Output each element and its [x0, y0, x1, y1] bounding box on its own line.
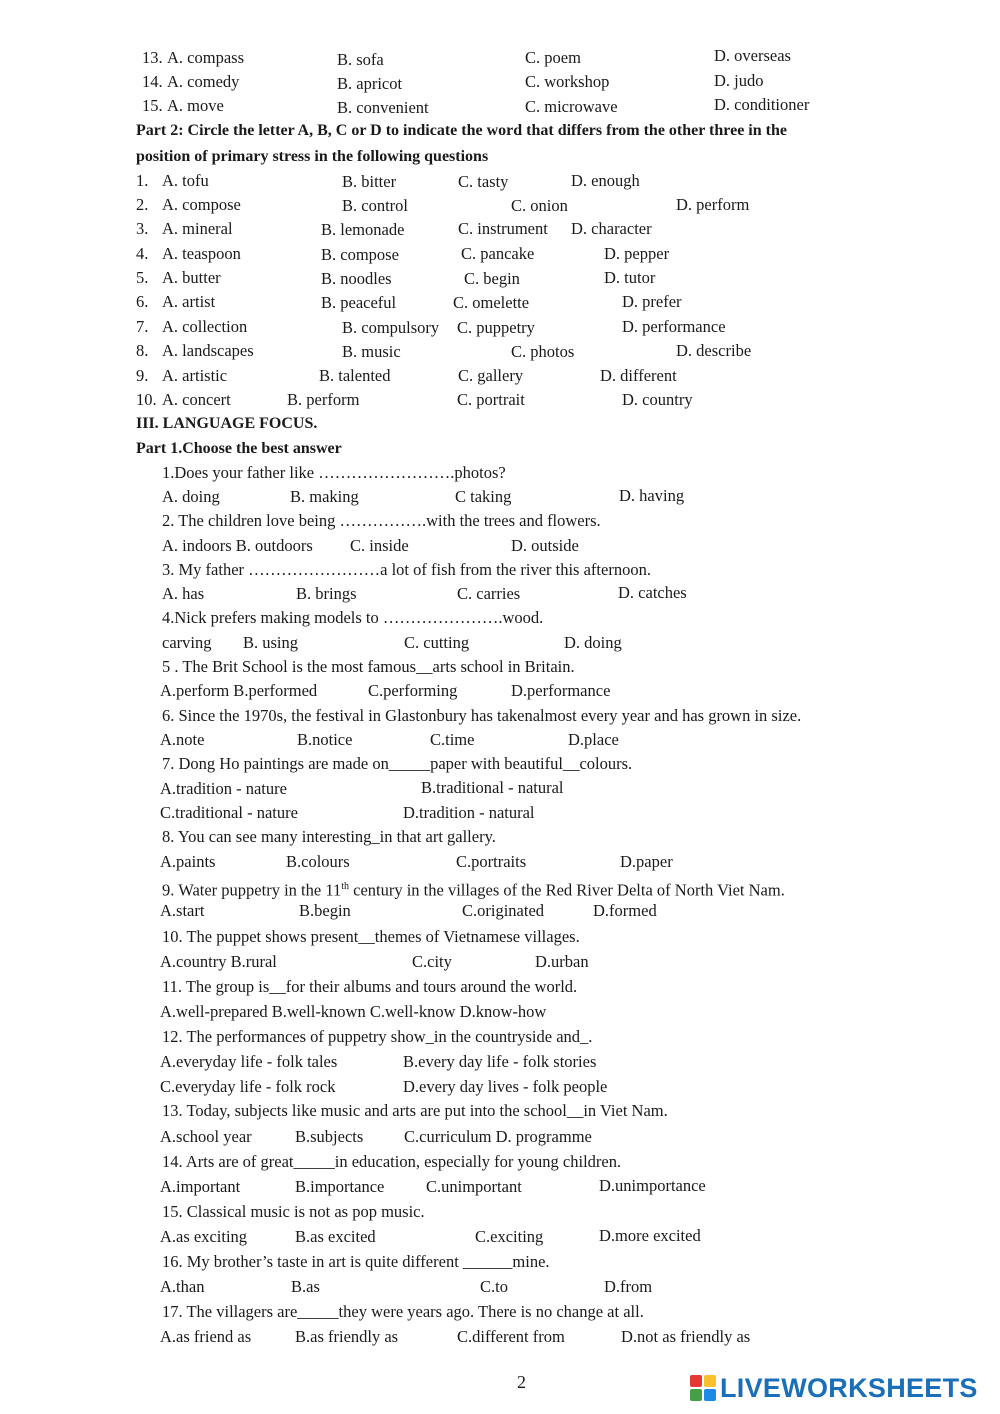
- page-number: 2: [517, 1372, 526, 1392]
- option-a: carving: [162, 633, 212, 652]
- option-b: B.subjects: [295, 1127, 364, 1146]
- brand-name: LIVEWORKSHEETS: [720, 1372, 978, 1403]
- option-a: A.important: [160, 1177, 241, 1196]
- option-b: B.traditional - natural: [421, 778, 564, 797]
- option-c: C. poem: [525, 48, 581, 67]
- option-d: D. character: [571, 219, 652, 238]
- option-d: D. enough: [571, 171, 640, 190]
- liveworksheets-icon: [690, 1375, 716, 1401]
- option-d: D.unimportance: [599, 1176, 706, 1195]
- option-c: C.curriculum D. programme: [404, 1127, 592, 1146]
- option-b: B. talented: [319, 366, 391, 385]
- option-d: D. conditioner: [714, 95, 810, 114]
- option-d: D. performance: [622, 317, 726, 336]
- question-number: 7.: [136, 317, 149, 336]
- option-a: A.as friend as: [160, 1327, 252, 1346]
- question-number: 10.: [136, 390, 157, 409]
- option-b: B.notice: [297, 730, 353, 749]
- question-text: 9. Water puppetry in the 11th century in the villages of the Red River Delta of North Viet Nam.: [162, 880, 785, 900]
- question-number: 2.: [136, 195, 149, 214]
- option-a: A. artistic: [162, 366, 228, 385]
- question-number: 14.: [142, 72, 163, 91]
- option-c: C.exciting: [475, 1227, 544, 1246]
- option-b: B. noodles: [321, 269, 392, 288]
- option-c: C. puppetry: [457, 318, 535, 337]
- option-a: A.perform B.performed: [160, 681, 318, 700]
- option-b: B. perform: [287, 390, 360, 409]
- option-a: A.note: [160, 730, 205, 749]
- question-number: 9.: [136, 366, 149, 385]
- option-b: B. apricot: [337, 74, 403, 93]
- option-b: B.every day life - folk stories: [403, 1052, 597, 1071]
- question-text: 17. The villagers are_____they were years ago. There is no change at all.: [162, 1302, 644, 1321]
- option-b: B. lemonade: [321, 220, 405, 239]
- option-b: B. peaceful: [321, 293, 397, 312]
- option-b: B. control: [342, 196, 408, 215]
- option-c: C. instrument: [458, 219, 548, 238]
- option-a: A. has: [162, 584, 205, 603]
- option-a: A.tradition - nature: [160, 779, 287, 798]
- option-a: A. landscapes: [162, 341, 254, 360]
- option-c: C. photos: [511, 342, 575, 361]
- option-c: C.different from: [457, 1327, 565, 1346]
- part2-heading-cont: position of primary stress in the following questions: [136, 148, 489, 165]
- option-c: C. inside: [350, 536, 409, 555]
- option-a: A. move: [167, 96, 224, 115]
- question-number: 3.: [136, 219, 149, 238]
- option-a: A.as exciting: [160, 1227, 248, 1246]
- option-c: C.city: [412, 952, 452, 971]
- option-d: D. judo: [714, 71, 764, 90]
- option-a: A.paints: [160, 852, 216, 871]
- option-c: C.traditional - nature: [160, 803, 298, 822]
- option-d: D. country: [622, 390, 693, 409]
- question-text: 3. My father ……………………a lot of fish from the river this afternoon.: [162, 560, 651, 579]
- option-d: D.urban: [535, 952, 589, 971]
- option-c: C. begin: [464, 269, 520, 288]
- option-a: A.start: [160, 901, 205, 920]
- option-d: D. prefer: [622, 292, 682, 311]
- option-b: B.as excited: [295, 1227, 376, 1246]
- question-number: 15.: [142, 96, 163, 115]
- option-d: D. overseas: [714, 46, 791, 65]
- option-a: A. compose: [162, 195, 241, 214]
- option-d: D.more excited: [599, 1226, 701, 1245]
- option-a: A. comedy: [167, 72, 240, 91]
- option-c: C. tasty: [458, 172, 509, 191]
- question-text: 16. My brother’s taste in art is quite different ______mine.: [162, 1252, 550, 1271]
- option-d: D. pepper: [604, 244, 670, 263]
- option-d: D.formed: [593, 901, 657, 920]
- option-a: A. butter: [162, 268, 221, 287]
- option-b: B.as: [291, 1277, 320, 1296]
- liveworksheets-logo[interactable]: [690, 1373, 978, 1403]
- option-a: A. doing: [162, 487, 220, 506]
- question-text: 12. The performances of puppetry show_in the countryside and_.: [162, 1027, 593, 1046]
- option-b: B. sofa: [337, 50, 384, 69]
- option-row: A.well-prepared B.well-known C.well-know D.know-how: [160, 1002, 547, 1021]
- option-a: A. indoors B. outdoors: [162, 536, 313, 555]
- option-b: B.colours: [286, 852, 350, 871]
- option-c: C.portraits: [456, 852, 527, 871]
- option-d: D. catches: [618, 583, 687, 602]
- question-text: 5 . The Brit School is the most famous__arts school in Britain.: [162, 657, 575, 676]
- option-d: D.from: [604, 1277, 653, 1296]
- option-c: C. portrait: [457, 390, 525, 409]
- option-d: D. having: [619, 486, 685, 505]
- option-c: C. pancake: [461, 244, 535, 263]
- option-d: D.tradition - natural: [403, 803, 535, 822]
- section-heading: III. LANGUAGE FOCUS.: [136, 415, 318, 432]
- option-b: B.importance: [295, 1177, 385, 1196]
- option-c: C.performing: [368, 681, 458, 700]
- question-text: 14. Arts are of great_____in education, especially for young children.: [162, 1152, 622, 1171]
- option-b: B. compose: [321, 245, 399, 264]
- question-text: 8. You can see many interesting_in that art gallery.: [162, 827, 496, 846]
- option-a: A. tofu: [162, 171, 209, 190]
- option-c: C.originated: [462, 901, 545, 920]
- option-a: A. artist: [162, 292, 216, 311]
- option-c: C taking: [455, 487, 512, 506]
- question-number: 6.: [136, 292, 149, 311]
- question-text: 2. The children love being …………….with the trees and flowers.: [162, 511, 601, 530]
- question-number: 13.: [142, 48, 163, 67]
- question-text: 13. Today, subjects like music and arts are put into the school__in Viet Nam.: [162, 1101, 668, 1120]
- option-d: D.not as friendly as: [621, 1327, 751, 1346]
- option-b: B. music: [342, 342, 401, 361]
- option-c: C. carries: [457, 584, 521, 603]
- question-text: 1.Does your father like …………………….photos?: [162, 463, 506, 482]
- option-d: D.performance: [511, 681, 611, 700]
- option-a: A. mineral: [162, 219, 233, 238]
- option-c: C. cutting: [404, 633, 470, 652]
- option-c: C. omelette: [453, 293, 530, 312]
- option-a: A. concert: [162, 390, 231, 409]
- question-number: 8.: [136, 341, 149, 360]
- option-c: C. microwave: [525, 97, 618, 116]
- option-b: B. making: [290, 487, 359, 506]
- option-d: D.paper: [620, 852, 673, 871]
- option-a: A.country B.rural: [160, 952, 277, 971]
- option-c: C.unimportant: [426, 1177, 522, 1196]
- option-b: B. using: [243, 633, 299, 652]
- option-d: D.every day lives - folk people: [403, 1077, 608, 1096]
- option-c: C. gallery: [458, 366, 524, 385]
- question-text: 10. The puppet shows present__themes of Vietnamese villages.: [162, 927, 580, 946]
- option-d: D. describe: [676, 341, 752, 360]
- question-text: 4.Nick prefers making models to ………………….wood.: [162, 608, 544, 627]
- option-c: C. onion: [511, 196, 568, 215]
- question-text: 15. Classical music is not as pop music.: [162, 1202, 425, 1221]
- option-b: B. brings: [296, 584, 357, 603]
- question-text: 11. The group is__for their albums and tours around the world.: [162, 977, 578, 996]
- option-d: D. doing: [564, 633, 622, 652]
- option-c: C.everyday life - folk rock: [160, 1077, 336, 1096]
- option-b: B.begin: [299, 901, 351, 920]
- option-d: D.place: [568, 730, 619, 749]
- part2-heading: Part 2: Circle the letter A, B, C or D to indicate the word that differs from the other three in the: [136, 122, 787, 139]
- option-c: C.to: [480, 1277, 508, 1296]
- option-b: B. compulsory: [342, 318, 440, 337]
- option-a: A. compass: [167, 48, 244, 67]
- option-c: C. workshop: [525, 72, 610, 91]
- question-number: 4.: [136, 244, 149, 263]
- question-text: 7. Dong Ho paintings are made on_____paper with beautiful__colours.: [162, 754, 633, 773]
- option-a: A. collection: [162, 317, 248, 336]
- option-d: D. different: [600, 366, 677, 385]
- option-b: B.as friendly as: [295, 1327, 399, 1346]
- option-b: B. convenient: [337, 98, 429, 117]
- question-number: 5.: [136, 268, 149, 287]
- option-a: A.everyday life - folk tales: [160, 1052, 338, 1071]
- option-b: B. bitter: [342, 172, 397, 191]
- question-text: 6. Since the 1970s, the festival in Glastonbury has takenalmost every year and has grown in size.: [162, 706, 802, 725]
- option-c: C.time: [430, 730, 475, 749]
- option-d: D. tutor: [604, 268, 656, 287]
- option-a: A.school year: [160, 1127, 252, 1146]
- option-a: A.than: [160, 1277, 205, 1296]
- option-d: D. outside: [511, 536, 579, 555]
- question-number: 1.: [136, 171, 149, 190]
- option-d: D. perform: [676, 195, 750, 214]
- part1-heading: Part 1.Choose the best answer: [136, 440, 342, 457]
- option-a: A. teaspoon: [162, 244, 241, 263]
